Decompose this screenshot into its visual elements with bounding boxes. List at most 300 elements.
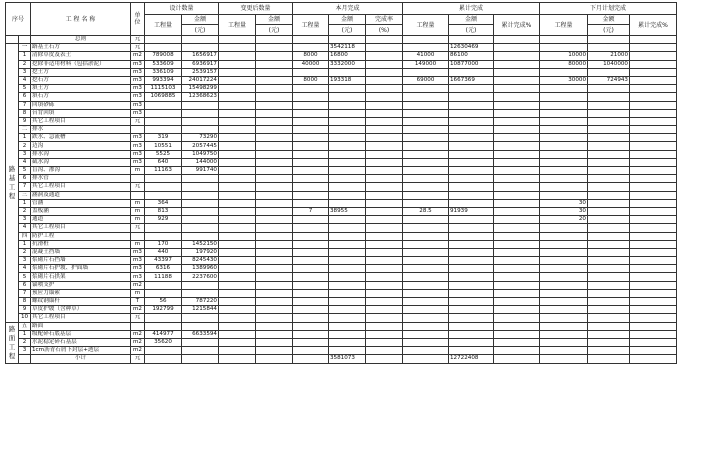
cell-nq: 80000 bbox=[540, 60, 588, 68]
cell-nq bbox=[540, 338, 588, 346]
header-next-rate: 累计完成% bbox=[630, 15, 677, 36]
cell-ma bbox=[329, 134, 366, 142]
cell-nq bbox=[540, 289, 588, 297]
cell-mr bbox=[366, 338, 403, 346]
cell-cq bbox=[219, 207, 256, 215]
cell-ua: 12722408 bbox=[449, 355, 494, 363]
cell-ua bbox=[449, 330, 494, 338]
row-unit: m2 bbox=[131, 338, 145, 346]
cell-mq bbox=[293, 109, 329, 117]
cell-mr bbox=[366, 167, 403, 175]
cell-uq bbox=[403, 191, 449, 199]
cell-uq bbox=[403, 175, 449, 183]
cell-mr bbox=[366, 85, 403, 93]
row-unit: 元 bbox=[131, 355, 145, 363]
cell-ca bbox=[256, 273, 293, 281]
cell-dq: 1069885 bbox=[145, 93, 182, 101]
cell-nr bbox=[630, 134, 677, 142]
cell-ur bbox=[494, 248, 540, 256]
cell-ca bbox=[256, 183, 293, 191]
row-name: 浆砌片石拱架 bbox=[31, 273, 131, 281]
cell-ma bbox=[329, 257, 366, 265]
cell-dq bbox=[145, 224, 182, 232]
cell-mq: 8000 bbox=[293, 52, 329, 60]
cell-na bbox=[588, 257, 630, 265]
cell-mq bbox=[293, 273, 329, 281]
table-row bbox=[6, 322, 677, 330]
cell-uq bbox=[403, 216, 449, 224]
row-unit: m3 bbox=[131, 142, 145, 150]
header-cum-done: 累计完成 bbox=[403, 3, 540, 15]
row-name: 路基土石方 bbox=[31, 44, 131, 52]
cell-uq bbox=[403, 273, 449, 281]
cell-da bbox=[182, 191, 219, 199]
cell-nr bbox=[630, 60, 677, 68]
cell-da: 6936917 bbox=[182, 60, 219, 68]
cell-mq bbox=[293, 240, 329, 248]
cell-ca bbox=[256, 101, 293, 109]
cell-ma bbox=[329, 150, 366, 158]
cell-mq bbox=[293, 93, 329, 101]
cell-ca bbox=[256, 289, 293, 297]
cell-mq bbox=[293, 224, 329, 232]
cell-ma bbox=[329, 158, 366, 166]
row-name: 涵洞及通道 bbox=[31, 191, 131, 199]
header-next-qty: 工程量 bbox=[540, 15, 588, 36]
cell-ur bbox=[494, 126, 540, 134]
cell-ma bbox=[329, 338, 366, 346]
row-number: 1 bbox=[19, 240, 31, 248]
cell-da: 73290 bbox=[182, 134, 219, 142]
cell-mq bbox=[293, 134, 329, 142]
row-unit: m2 bbox=[131, 306, 145, 314]
cell-ur bbox=[494, 142, 540, 150]
cell-ca bbox=[256, 306, 293, 314]
cell-ca bbox=[256, 248, 293, 256]
cell-nr bbox=[630, 175, 677, 183]
cell-nr bbox=[630, 273, 677, 281]
cell-dq: 170 bbox=[145, 240, 182, 248]
cell-cq bbox=[219, 240, 256, 248]
cell-na bbox=[588, 298, 630, 306]
cell-ua bbox=[449, 216, 494, 224]
cell-na bbox=[588, 330, 630, 338]
row-unit: 元 bbox=[131, 314, 145, 322]
cell-da: 1389960 bbox=[182, 265, 219, 273]
cell-uq bbox=[403, 117, 449, 125]
row-unit bbox=[131, 322, 145, 330]
cell-nq bbox=[540, 298, 588, 306]
cell-da: 2237600 bbox=[182, 273, 219, 281]
row-name: 台背回填 bbox=[31, 109, 131, 117]
cell-ma bbox=[329, 281, 366, 289]
cell-mq bbox=[293, 355, 329, 363]
cell-na bbox=[588, 273, 630, 281]
cell-nq bbox=[540, 101, 588, 109]
table-row bbox=[6, 216, 677, 224]
cell-ur bbox=[494, 117, 540, 125]
cell-nr bbox=[630, 306, 677, 314]
cell-mr bbox=[366, 314, 403, 322]
table-row bbox=[6, 248, 677, 256]
cell-mq bbox=[293, 257, 329, 265]
row-name: 1cm沥青石屑下封层+透层 bbox=[31, 347, 131, 355]
cell-mr bbox=[366, 330, 403, 338]
cell-mq bbox=[293, 330, 329, 338]
cell-cq bbox=[219, 68, 256, 76]
cell-ca bbox=[256, 134, 293, 142]
cell-dq bbox=[145, 117, 182, 125]
row-unit: m3 bbox=[131, 85, 145, 93]
row-name: 浆砌片石挡墙 bbox=[31, 257, 131, 265]
cell-ur bbox=[494, 76, 540, 84]
row-number: 3 bbox=[19, 257, 31, 265]
row-name: 排水 bbox=[31, 126, 131, 134]
cell-ur bbox=[494, 330, 540, 338]
cell-ur bbox=[494, 183, 540, 191]
cell-nq bbox=[540, 191, 588, 199]
row-number: 1 bbox=[19, 52, 31, 60]
cell-ua bbox=[449, 273, 494, 281]
cell-ca bbox=[256, 330, 293, 338]
row-unit: m bbox=[131, 240, 145, 248]
side-label-roadbed: 路基工程 bbox=[6, 44, 19, 322]
cell-mr bbox=[366, 298, 403, 306]
cell-mr bbox=[366, 199, 403, 207]
cell-nq bbox=[540, 232, 588, 240]
cell-mq bbox=[293, 85, 329, 93]
row-unit: m bbox=[131, 167, 145, 175]
cell-na bbox=[588, 207, 630, 215]
cell-ma bbox=[329, 142, 366, 150]
cell-nr bbox=[630, 68, 677, 76]
cell-da bbox=[182, 126, 219, 134]
cell-ca bbox=[256, 191, 293, 199]
side-label-blank bbox=[6, 36, 19, 44]
cell-nr bbox=[630, 101, 677, 109]
cell-ma bbox=[329, 93, 366, 101]
row-unit: m3 bbox=[131, 273, 145, 281]
cell-cq bbox=[219, 216, 256, 224]
cell-dq: 813 bbox=[145, 207, 182, 215]
progress-report-table bbox=[5, 2, 677, 364]
cell-ua: 12630469 bbox=[449, 44, 494, 52]
table-row bbox=[6, 191, 677, 199]
table-row bbox=[6, 76, 677, 84]
cell-na bbox=[588, 306, 630, 314]
row-unit bbox=[131, 126, 145, 134]
cell-nq bbox=[540, 248, 588, 256]
cell-da: 1049750 bbox=[182, 150, 219, 158]
cell-ca bbox=[256, 126, 293, 134]
cell-da bbox=[182, 281, 219, 289]
table-row bbox=[6, 199, 677, 207]
cell-uq bbox=[403, 355, 449, 363]
cell-nr bbox=[630, 76, 677, 84]
table-row bbox=[6, 44, 677, 52]
cell-ur bbox=[494, 101, 540, 109]
cell-dq bbox=[145, 289, 182, 297]
row-name: 级配碎石底基层 bbox=[31, 330, 131, 338]
cell-uq: 41000 bbox=[403, 52, 449, 60]
cell-da bbox=[182, 44, 219, 52]
header-cum-yuan: (元) bbox=[449, 25, 494, 36]
cell-dq: 993394 bbox=[145, 76, 182, 84]
cell-na bbox=[588, 142, 630, 150]
cell-mr bbox=[366, 158, 403, 166]
cell-uq: 149000 bbox=[403, 60, 449, 68]
row-name: 防护工程 bbox=[31, 232, 131, 240]
cell-mq bbox=[293, 347, 329, 355]
cell-na bbox=[588, 158, 630, 166]
cell-uq bbox=[403, 183, 449, 191]
row-name: 通道 bbox=[31, 216, 131, 224]
cell-nq bbox=[540, 314, 588, 322]
row-number: 2 bbox=[19, 60, 31, 68]
cell-ca bbox=[256, 281, 293, 289]
row-name: 水泥稳定碎石基层 bbox=[31, 338, 131, 346]
cell-ua bbox=[449, 183, 494, 191]
cell-nr bbox=[630, 191, 677, 199]
cell-cq bbox=[219, 248, 256, 256]
cell-mq bbox=[293, 216, 329, 224]
cell-ca bbox=[256, 167, 293, 175]
row-unit: m2 bbox=[131, 52, 145, 60]
cell-ma: 193318 bbox=[329, 76, 366, 84]
cell-uq bbox=[403, 109, 449, 117]
cell-uq bbox=[403, 257, 449, 265]
row-name: 填石方 bbox=[31, 93, 131, 101]
row-number: 4 bbox=[19, 224, 31, 232]
cell-ua bbox=[449, 265, 494, 273]
cell-da: 24017224 bbox=[182, 76, 219, 84]
cell-nr bbox=[630, 36, 677, 44]
cell-ua bbox=[449, 117, 494, 125]
row-name: 其它工程项目 bbox=[31, 314, 131, 322]
row-number: 4 bbox=[19, 158, 31, 166]
cell-dq: 414977 bbox=[145, 330, 182, 338]
cell-na bbox=[588, 68, 630, 76]
cell-ma bbox=[329, 248, 366, 256]
cell-ur bbox=[494, 207, 540, 215]
cell-dq bbox=[145, 322, 182, 330]
cell-ua: 86100 bbox=[449, 52, 494, 60]
cell-cq bbox=[219, 117, 256, 125]
cell-ma bbox=[329, 265, 366, 273]
cell-dq bbox=[145, 232, 182, 240]
row-number: 1 bbox=[19, 134, 31, 142]
cell-nq bbox=[540, 158, 588, 166]
cell-dq bbox=[145, 281, 182, 289]
cell-na bbox=[588, 281, 630, 289]
cell-mq bbox=[293, 289, 329, 297]
row-unit: 元 bbox=[131, 44, 145, 52]
row-number: 9 bbox=[19, 306, 31, 314]
cell-nq bbox=[540, 134, 588, 142]
cell-ua bbox=[449, 338, 494, 346]
cell-nq bbox=[540, 68, 588, 76]
row-unit: m bbox=[131, 289, 145, 297]
cell-ma bbox=[329, 216, 366, 224]
cell-na bbox=[588, 248, 630, 256]
row-unit: m bbox=[131, 199, 145, 207]
header-month-done: 本月完成 bbox=[293, 3, 403, 15]
header-month-qty: 工程量 bbox=[293, 15, 329, 36]
cell-uq bbox=[403, 248, 449, 256]
cell-mr bbox=[366, 224, 403, 232]
cell-da bbox=[182, 199, 219, 207]
cell-na bbox=[588, 109, 630, 117]
row-name: 清除草皮及表土 bbox=[31, 52, 131, 60]
row-number: 8 bbox=[19, 298, 31, 306]
cell-mq bbox=[293, 232, 329, 240]
cell-cq bbox=[219, 306, 256, 314]
cell-ur bbox=[494, 150, 540, 158]
row-number: 3 bbox=[19, 347, 31, 355]
cell-da: 2057445 bbox=[182, 142, 219, 150]
cell-na bbox=[588, 167, 630, 175]
cell-nq bbox=[540, 306, 588, 314]
row-name: 排水沟 bbox=[31, 150, 131, 158]
cell-cq bbox=[219, 298, 256, 306]
row-number: 1 bbox=[19, 330, 31, 338]
cell-mq bbox=[293, 314, 329, 322]
cell-dq: 364 bbox=[145, 199, 182, 207]
cell-uq: 69000 bbox=[403, 76, 449, 84]
row-number: 1 bbox=[19, 199, 31, 207]
cell-uq bbox=[403, 93, 449, 101]
row-name: 挖石方 bbox=[31, 76, 131, 84]
cell-na bbox=[588, 224, 630, 232]
cell-mq bbox=[293, 175, 329, 183]
cell-uq bbox=[403, 281, 449, 289]
row-unit: m3 bbox=[131, 93, 145, 101]
cell-na bbox=[588, 216, 630, 224]
cell-uq bbox=[403, 199, 449, 207]
row-name: 路面 bbox=[31, 322, 131, 330]
cell-ma: 38955 bbox=[329, 207, 366, 215]
cell-nq bbox=[540, 85, 588, 93]
cell-nr bbox=[630, 289, 677, 297]
cell-nq bbox=[540, 150, 588, 158]
cell-ca bbox=[256, 207, 293, 215]
cell-dq: 336109 bbox=[145, 68, 182, 76]
cell-na bbox=[588, 347, 630, 355]
cell-dq: 640 bbox=[145, 158, 182, 166]
cell-cq bbox=[219, 191, 256, 199]
cell-ma bbox=[329, 240, 366, 248]
header-cum-rate: 累计完成% bbox=[494, 15, 540, 36]
cell-dq bbox=[145, 109, 182, 117]
header-design: 设计数量 bbox=[145, 3, 219, 15]
cell-ur bbox=[494, 257, 540, 265]
cell-ur bbox=[494, 240, 540, 248]
cell-mr bbox=[366, 117, 403, 125]
row-number: 10 bbox=[19, 314, 31, 322]
row-number: 2 bbox=[19, 338, 31, 346]
cell-cq bbox=[219, 347, 256, 355]
header-design-qty: 工程量 bbox=[145, 15, 182, 36]
cell-mr bbox=[366, 93, 403, 101]
cell-nq bbox=[540, 257, 588, 265]
cell-dq bbox=[145, 101, 182, 109]
cell-ca bbox=[256, 265, 293, 273]
side-label-pavement: 路面工程 bbox=[6, 322, 19, 363]
table-row bbox=[6, 134, 677, 142]
table-row bbox=[6, 281, 677, 289]
cell-da bbox=[182, 232, 219, 240]
cell-na bbox=[588, 117, 630, 125]
table-row bbox=[6, 109, 677, 117]
cell-cq bbox=[219, 44, 256, 52]
cell-nr bbox=[630, 216, 677, 224]
cell-na bbox=[588, 183, 630, 191]
cell-mq: 7 bbox=[293, 207, 329, 215]
cell-ur bbox=[494, 322, 540, 330]
row-number: 三 bbox=[19, 191, 31, 199]
cell-da bbox=[182, 338, 219, 346]
cell-nq bbox=[540, 224, 588, 232]
table-row bbox=[6, 232, 677, 240]
cell-na bbox=[588, 36, 630, 44]
cell-ur bbox=[494, 60, 540, 68]
row-unit: 元 bbox=[131, 183, 145, 191]
cell-ma bbox=[329, 232, 366, 240]
cell-uq bbox=[403, 158, 449, 166]
cell-da bbox=[182, 36, 219, 44]
cell-da bbox=[182, 289, 219, 297]
row-number: 4 bbox=[19, 265, 31, 273]
row-number: 8 bbox=[19, 109, 31, 117]
cell-uq bbox=[403, 150, 449, 158]
cell-ur bbox=[494, 265, 540, 273]
cell-mq bbox=[293, 265, 329, 273]
cell-dq: 789008 bbox=[145, 52, 182, 60]
table-row bbox=[6, 257, 677, 265]
table-row bbox=[6, 93, 677, 101]
cell-nr bbox=[630, 117, 677, 125]
cell-cq bbox=[219, 265, 256, 273]
cell-cq bbox=[219, 158, 256, 166]
row-name: 浆砌片石护坡、护面墙 bbox=[31, 265, 131, 273]
cell-mr bbox=[366, 142, 403, 150]
row-unit: m3 bbox=[131, 109, 145, 117]
row-name: 挖土方 bbox=[31, 68, 131, 76]
cell-ma bbox=[329, 101, 366, 109]
row-number bbox=[19, 355, 31, 363]
cell-na bbox=[588, 101, 630, 109]
cell-uq bbox=[403, 101, 449, 109]
row-name: 其它工程项目 bbox=[31, 224, 131, 232]
cell-ma: 3542118 bbox=[329, 44, 366, 52]
cell-dq bbox=[145, 191, 182, 199]
cell-uq bbox=[403, 142, 449, 150]
cell-na bbox=[588, 338, 630, 346]
header-design-amount: 金额 bbox=[182, 15, 219, 25]
cell-ur bbox=[494, 175, 540, 183]
cell-ca bbox=[256, 44, 293, 52]
cell-mq bbox=[293, 101, 329, 109]
row-number: 2 bbox=[19, 142, 31, 150]
table-row bbox=[6, 52, 677, 60]
cell-nq bbox=[540, 175, 588, 183]
row-name: 小计 bbox=[31, 355, 131, 363]
cell-nq bbox=[540, 281, 588, 289]
cell-cq bbox=[219, 183, 256, 191]
cell-ca bbox=[256, 158, 293, 166]
cell-nq bbox=[540, 126, 588, 134]
cell-mr bbox=[366, 347, 403, 355]
